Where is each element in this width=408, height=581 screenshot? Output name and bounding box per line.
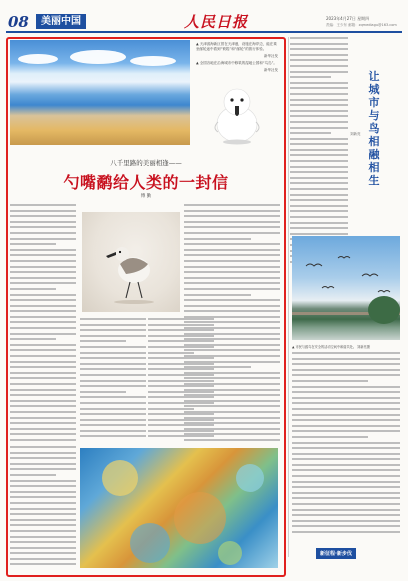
mascot-icon[interactable]	[206, 84, 268, 146]
article-column-2	[80, 318, 146, 444]
cloud-shape	[130, 56, 176, 66]
newspaper-logo	[184, 11, 248, 32]
newspaper-name: 人民日报	[184, 13, 249, 31]
city-caption-text: ▲ 市民与鸥鸟在安全的活动空间中和谐共处。	[292, 345, 357, 349]
caption-2-credit: 新华社发	[264, 68, 278, 72]
page-number: 08	[8, 13, 29, 31]
section-tag[interactable]: 美丽中国	[36, 14, 86, 29]
article-headline[interactable]: 勺嘴鹬给人类的一封信	[63, 173, 229, 192]
sandpiper-icon	[82, 212, 180, 312]
gull-icons	[292, 236, 400, 340]
caption-1-credit: 新华社发	[264, 54, 278, 58]
city-photo[interactable]	[292, 236, 400, 340]
article-byline: 傅 勤	[140, 194, 152, 199]
cloud-shape	[70, 50, 126, 64]
sidebar-title[interactable]: 让城市与鸟相融相生	[368, 70, 380, 187]
article-column-4	[184, 204, 280, 444]
painting-texture	[80, 448, 278, 568]
photo-captions	[196, 42, 278, 75]
tidal-flat-painting[interactable]	[80, 448, 278, 568]
article-column-1b	[10, 446, 76, 572]
city-photo-caption	[292, 344, 400, 349]
caption-2: ▲ 全国各地在沿海城市中修筑的湿地公园和“鸟岛”。	[196, 61, 277, 65]
editor-meta: 责编：王少东 邮箱：zqmediagu@163.com	[326, 23, 397, 27]
bird-photo[interactable]	[82, 212, 180, 312]
article-column-1	[10, 204, 76, 444]
side-text-upper	[290, 37, 348, 267]
sidebar-author: 刘新亮	[350, 132, 361, 136]
masthead-rule	[6, 31, 402, 33]
column-divider	[288, 37, 289, 557]
city-caption-credit: 刘新亮摄	[357, 345, 370, 349]
dateline: 2023年4月27日 星期四	[326, 16, 370, 21]
article-kicker: 八千里路的美丽相逢——	[110, 159, 182, 167]
footer-tag[interactable]: 新征程·新步伐	[316, 548, 356, 559]
caption-1: ▲ 天津滨海新区曾在天津港，设施在海岸边，能在乘坐邮轮途中看到“锁匙”和“邮轮”的旅行体验。	[196, 42, 277, 51]
cloud-shape	[18, 54, 58, 64]
side-text-lower	[292, 352, 400, 538]
sea-photo[interactable]	[10, 40, 190, 145]
